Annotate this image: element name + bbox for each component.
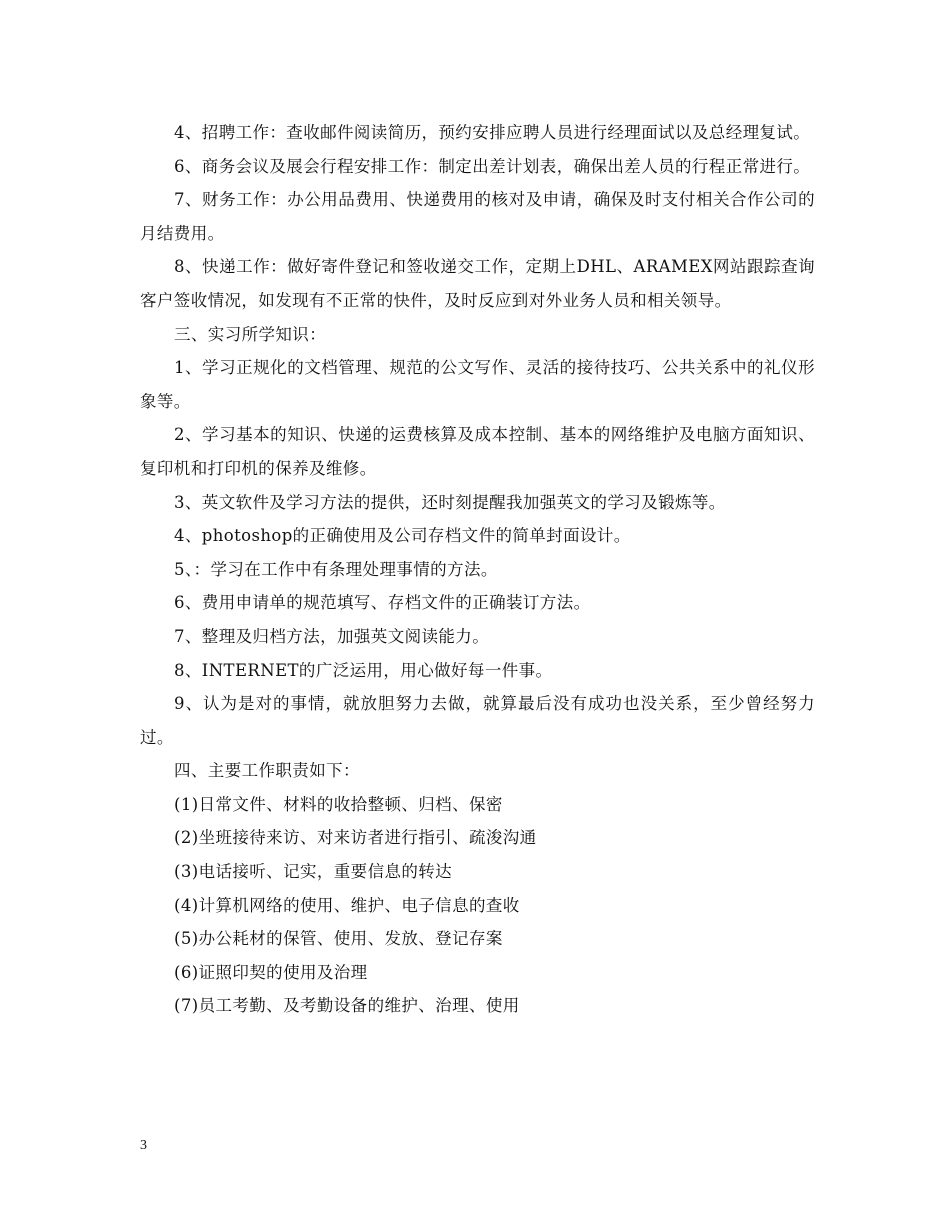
- body-text: [140, 116, 815, 1023]
- duty-item-1: (1)日常文件、材料的收拾整顿、归档、保密: [174, 794, 503, 814]
- paragraph-knowledge-8: 8、INTERNET的广泛运用，用心做好每一件事。: [174, 660, 553, 680]
- section-heading-duties: 四、主要工作职责如下：: [174, 761, 360, 781]
- paragraph-recruitment: 4、招聘工作：查收邮件阅读简历，预约安排应聘人员进行经理面试以及总经理复试。: [174, 123, 811, 142]
- paragraph-knowledge-7: 7、整理及归档方法，加强英文阅读能力。: [174, 626, 490, 646]
- paragraph-courier: 8、快递工作：做好寄件登记和签收递交工作，定期上DHL、ARAMEX网站跟踪查询客户签收情况，如发现有不正常的快件，及时反应到对外业务人员和相关领导。: [140, 257, 815, 310]
- section-heading-knowledge: 三、实习所学知识：: [174, 324, 327, 344]
- paragraph-knowledge-3: 3、英文软件及学习方法的提供，还时刻提醒我加强英文的学习及锻炼等。: [174, 492, 726, 512]
- duty-item-3: (3)电话接听、记实，重要信息的转达: [174, 862, 453, 882]
- paragraph-knowledge-6: 6、费用申请单的规范填写、存档文件的正确装订方法。: [174, 593, 591, 613]
- paragraph-knowledge-1: 1、学习正规化的文档管理、规范的公文写作、灵活的接待技巧、公共关系中的礼仪形象等。: [140, 358, 815, 411]
- paragraph-finance: 7、财务工作：办公用品费用、快递费用的核对及申请，确保及时支付相关合作公司的月结费用。: [140, 190, 815, 243]
- duty-item-6: (6)证照印契的使用及治理: [174, 962, 368, 982]
- paragraph-knowledge-5: 5、：学习在工作中有条理处理事情的方法。: [174, 559, 498, 579]
- page-number: 3: [140, 1138, 147, 1153]
- duty-item-2: (2)坐班接待来访、对来访者进行指引、疏浚沟通: [174, 828, 537, 848]
- paragraph-knowledge-9: 9、认为是对的事情，就放胆努力去做，就算最后没有成功也没关系，至少曾经努力过。: [140, 694, 815, 747]
- paragraph-knowledge-4: 4、photoshop的正确使用及公司存档文件的简单封面设计。: [174, 526, 631, 546]
- paragraph-knowledge-2: 2、学习基本的知识、快递的运费核算及成本控制、基本的网络维护及电脑方面知识、复印机和打印机的保养及维修。: [140, 425, 815, 478]
- duty-item-7: (7)员工考勤、及考勤设备的维护、治理、使用: [174, 996, 520, 1016]
- paragraph-business-meetings: 6、商务会议及展会行程安排工作：制定出差计划表，确保出差人员的行程正常进行。: [174, 156, 811, 176]
- duty-item-4: (4)计算机网络的使用、维护、电子信息的查收: [174, 895, 520, 915]
- duty-item-5: (5)办公耗材的保管、使用、发放、登记存案: [174, 929, 503, 949]
